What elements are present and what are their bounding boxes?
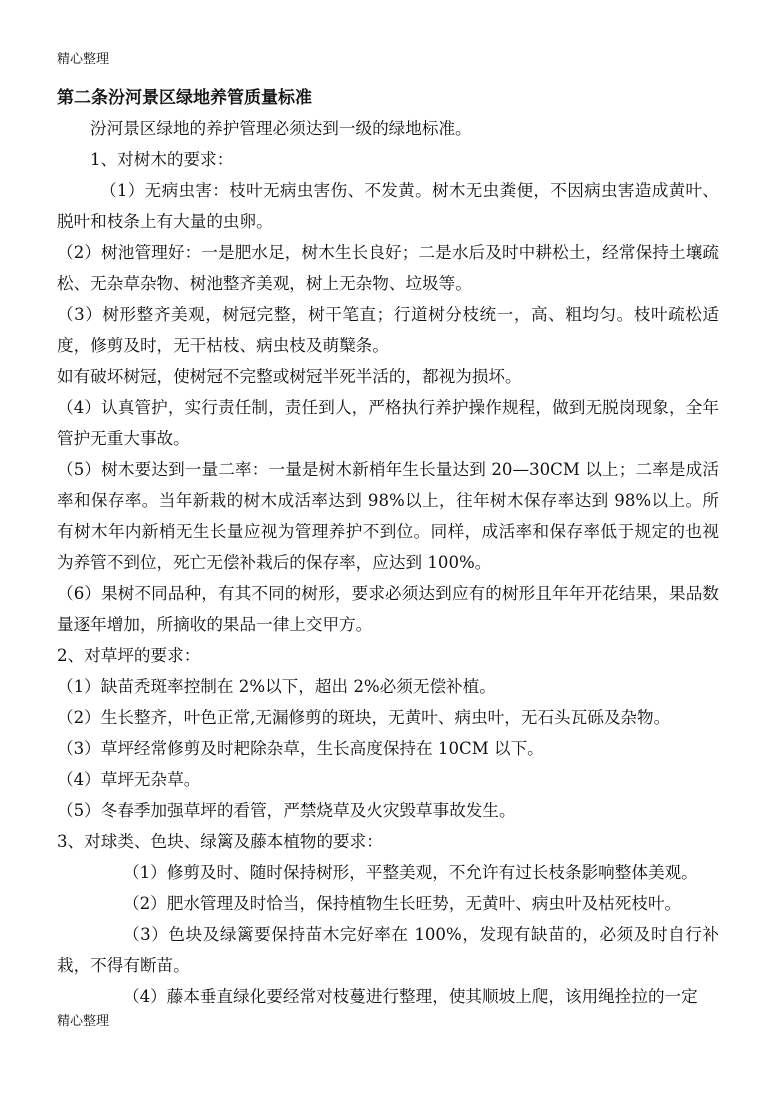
lawn-item-1: （1）缺苗秃斑率控制在 2%以下，超出 2%必须无偿补植。 [57, 677, 496, 696]
shrub-item-4: （4）藤本垂直绿化要经常对枝蔓进行整理，使其顺坡上爬，该用绳拴拉的一定 [123, 987, 698, 1006]
shrub-item-2: （2）肥水管理及时恰当，保持植物生长旺势，无黄叶、病虫叶及枯死枝叶。 [123, 894, 682, 913]
tree-damage-note: 如有破坏树冠，使树冠不完整或树冠半死半活的，都视为损坏。 [57, 367, 522, 386]
page-header: 精心整理 [57, 52, 110, 67]
lawn-item-3: （3）草坪经常修剪及时耙除杂草，生长高度保持在 10CM 以下。 [57, 739, 544, 758]
lawn-item-5: （5）冬春季加强草坪的看管，严禁烧草及火灾毁草事故发生。 [57, 801, 516, 820]
shrub-item-1: （1）修剪及时、随时保持树形，平整美观，不允许有过长枝条影响整体美观。 [123, 863, 698, 882]
tree-requirements-heading: 1、对树木的要求： [90, 150, 234, 169]
shrub-item-3: （3）色块及绿篱要保持苗木完好率在 100%，发现有缺苗的，必须及时自行补栽，不得有断苗。 [57, 925, 719, 975]
intro-paragraph: 汾河景区绿地的养护管理必须达到一级的绿地标准。 [90, 119, 472, 138]
lawn-item-4: （4）草坪无杂草。 [57, 770, 201, 789]
tree-item-4: （4）认真管护，实行责任制，责任到人，严格执行养护操作规程，做到无脱岗现象，全年管护无重大事故。 [57, 398, 719, 448]
lawn-item-2: （2）生长整齐，叶色正常,无漏修剪的斑块，无黄叶、病虫叶，无石头瓦砾及杂物。 [57, 708, 671, 727]
page-footer: 精心整理 [57, 1014, 110, 1029]
tree-item-3: （3）树形整齐美观，树冠完整，树干笔直；行道树分枝统一，高、粗均匀。枝叶疏松适度，修剪及时，无干枯枝、病虫枝及萌櫱条。 [57, 305, 719, 355]
tree-item-5: （5）树木要达到一量二率：一量是树木新梢年生长量达到 20—30CM 以上；二率是成活率和保存率。当年新栽的树木成活率达到 98%以上，往年树木保存率达到 98%以上。所有树木年内新梢无生长量应视为管理养护不到位。同样，成活率和保存率低于规定的也视为养管不到位，死亡无偿补栽后的保存率，应达到 100%。 [57, 460, 719, 572]
tree-item-2: （2）树池管理好：一是肥水足，树木生长良好；二是水后及时中耕松土，经常保持土壤疏松、无杂草杂物、树池整齐美观，树上无杂物、垃圾等。 [57, 243, 719, 293]
tree-item-6: （6）果树不同品种，有其不同的树形，要求必须达到应有的树形且年年开花结果，果品数量逐年增加，所摘收的果品一律上交甲方。 [57, 584, 719, 634]
shrub-requirements-heading: 3、对球类、色块、绿篱及藤本植物的要求： [57, 832, 383, 851]
section-title: 第二条汾河景区绿地养管质量标准 [57, 88, 312, 108]
lawn-requirements-heading: 2、对草坪的要求： [57, 646, 201, 665]
tree-item-1: （1）无病虫害：枝叶无病虫害伤、不发黄。树木无虫粪便，不因病虫害造成黄叶、脱叶和枝条上有大量的虫卵。 [57, 181, 719, 231]
